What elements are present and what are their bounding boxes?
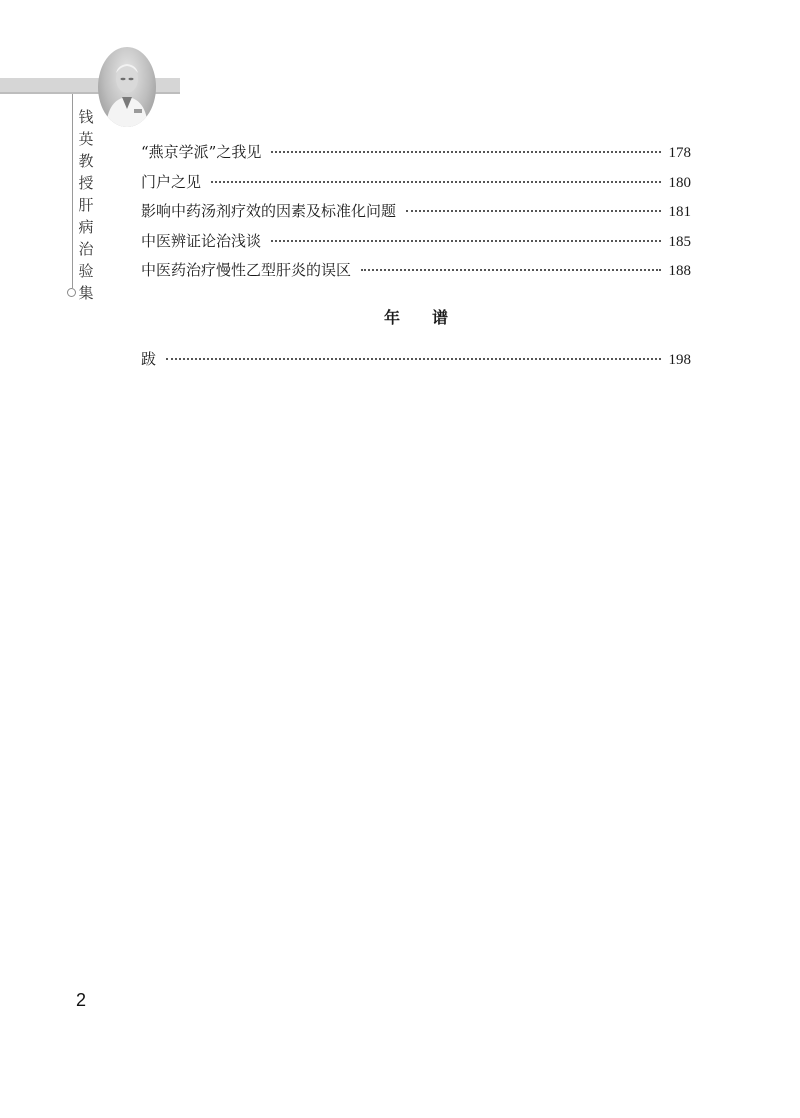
toc-leader-dots: [211, 180, 660, 183]
section-heading: 年谱: [383, 308, 480, 327]
toc-entry-page: 185: [668, 233, 691, 250]
toc-entry-page: 198: [668, 352, 691, 368]
toc-entry[interactable]: [141, 200, 691, 230]
toc-entry[interactable]: [141, 171, 691, 201]
toc-entry-title: “燕京学派”之我见: [141, 143, 262, 161]
side-rule: [72, 94, 73, 288]
table-of-contents-continued: [141, 348, 691, 378]
toc-entry[interactable]: [141, 141, 691, 171]
toc-leader-dots: [361, 268, 660, 271]
toc-leader-dots: [271, 239, 660, 242]
toc-entry[interactable]: [141, 348, 691, 378]
toc-entry-title: 门户之见: [141, 172, 202, 191]
toc-entry-title: 中医药治疗慢性乙型肝炎的误区: [141, 261, 352, 279]
toc-entry-page: 178: [668, 145, 691, 161]
toc-entry-title: 跋: [141, 350, 157, 368]
toc-entry-page: 188: [668, 263, 691, 279]
toc-entry-title: 中医辨证论治浅谈: [141, 231, 262, 250]
toc-entry-title: 影响中药汤剂疗效的因素及标准化问题: [141, 202, 397, 220]
author-portrait: [98, 47, 156, 127]
page-number: 2: [76, 990, 87, 1010]
toc-leader-dots: [406, 209, 660, 212]
side-circle-ornament: [67, 288, 76, 297]
toc-entry-page: 181: [668, 204, 691, 220]
toc-entry[interactable]: [141, 259, 691, 289]
portrait-image: [98, 47, 156, 127]
toc-entry-page: 180: [668, 174, 691, 191]
toc-entry[interactable]: [141, 230, 691, 260]
toc-leader-dots: [166, 357, 660, 360]
side-book-title: 钱英教授肝病治验集: [78, 108, 94, 302]
table-of-contents: [141, 141, 691, 289]
toc-leader-dots: [271, 150, 660, 153]
